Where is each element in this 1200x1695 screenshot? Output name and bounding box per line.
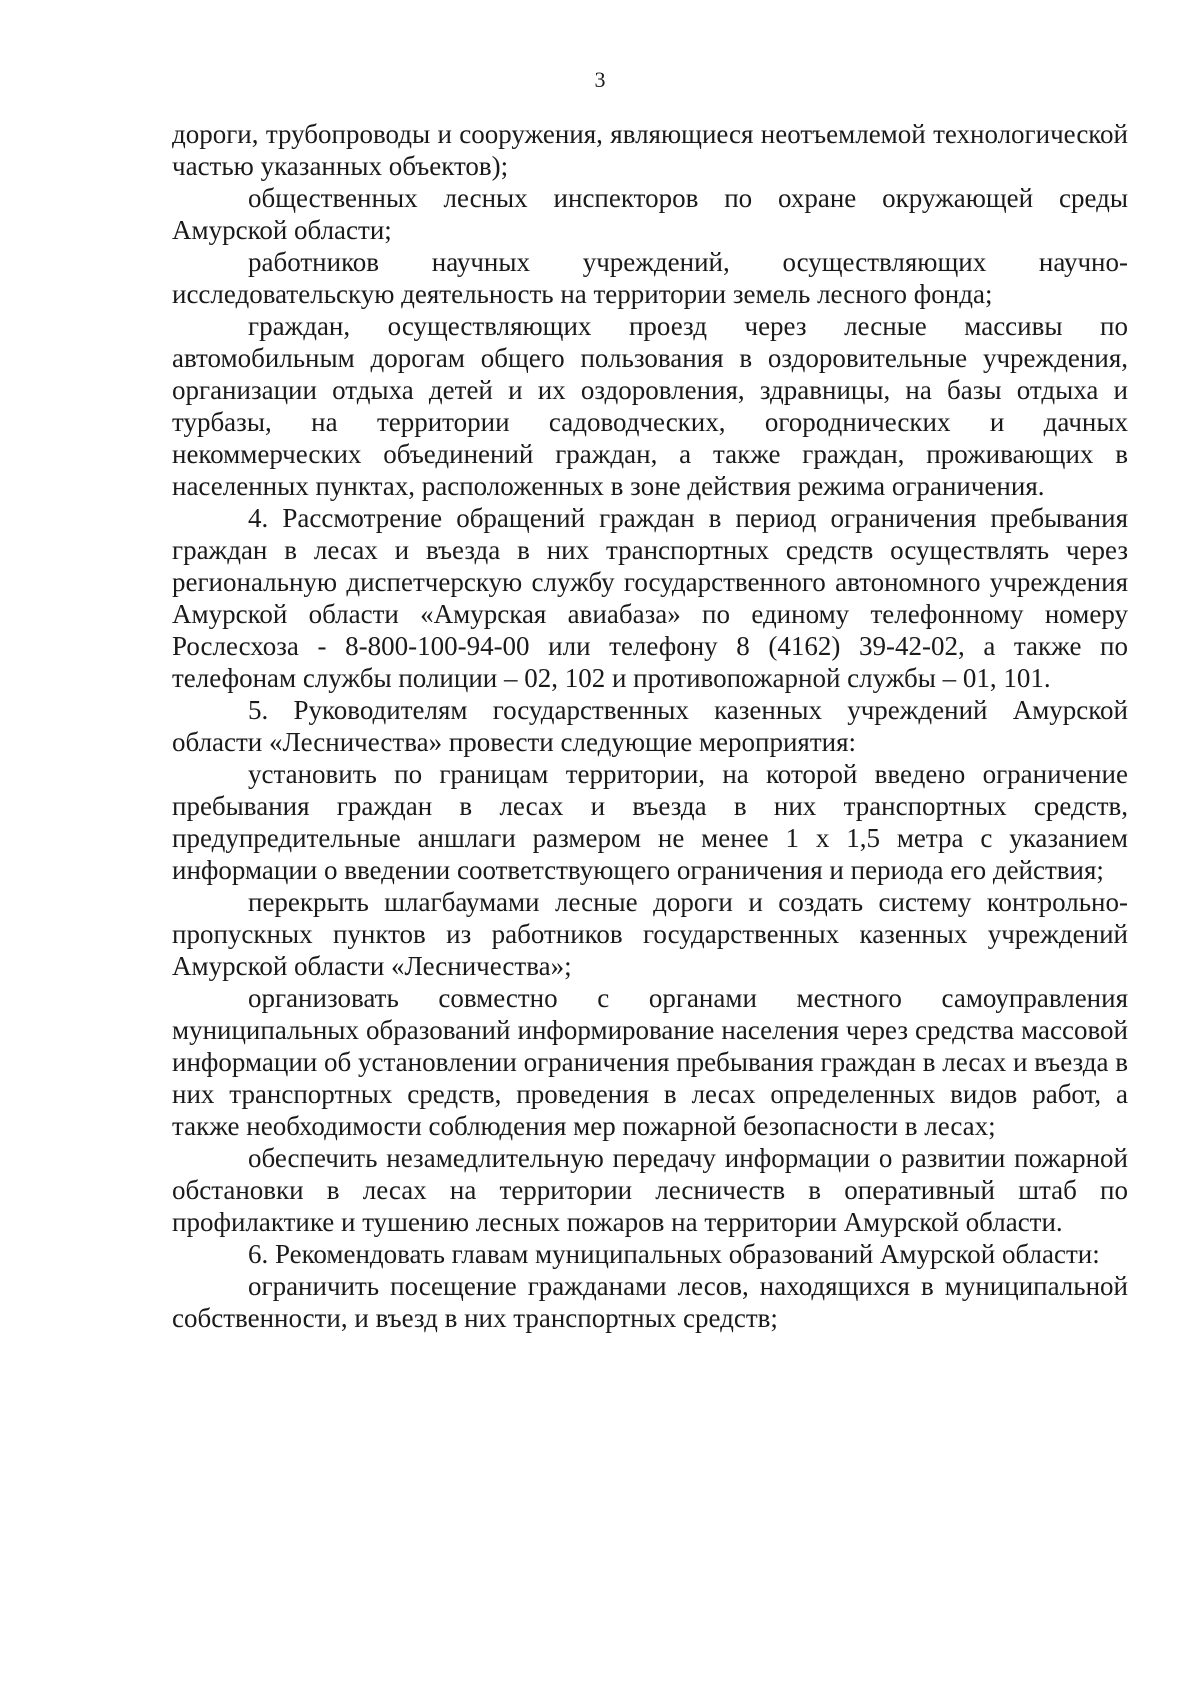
paragraph-restrict-visits: ограничить посещение гражданами лесов, находящихся в муниципальной собственности, и въезд в них транспортных средств; bbox=[172, 1271, 1128, 1333]
paragraph-item-4: 4. Рассмотрение обращений граждан в период ограничения пребывания граждан в лесах и въезда в них транспортных средств осуществлять через региональную диспетчерскую службу государственного автономного учреждения Амурской области «Амурская авиабаза» по единому телефонному номеру Рослесхоза - 8-800-100-94-00 или телефону 8 (4162) 39-42-02, а также по телефонам службы полиции – 02, 102 и противопожарной службы – 01, 101. bbox=[172, 503, 1128, 693]
paragraph-item-5: 5. Руководителям государственных казенных учреждений Амурской области «Лесничества» провести следующие мероприятия: bbox=[172, 695, 1128, 757]
document-body bbox=[172, 118, 1128, 1334]
paragraph-research-workers: работников научных учреждений, осуществляющих научно-исследовательскую деятельность на территории земель лесного фонда; bbox=[172, 247, 1128, 309]
paragraph-warning-signs: установить по границам территории, на которой введено ограничение пребывания граждан в лесах и въезда в них транспортных средств, предупредительные аншлаги размером не менее 1 х 1,5 метра с указанием информации о введении соответствующего ограничения и периода его действия; bbox=[172, 759, 1128, 885]
paragraph-citizens-transit: граждан, осуществляющих проезд через лесные массивы по автомобильным дорогам общего пользования в оздоровительные учреждения, организации отдыха детей и их оздоровления, здравницы, на базы отдыха и турбазы, на территории садоводческих, огороднических и дачных некоммерческих объединений граждан, а также граждан, проживающих в населенных пунктах, расположенных в зоне действия режима ограничения. bbox=[172, 311, 1128, 501]
paragraph-continuation: дороги, трубопроводы и сооружения, являющиеся неотъемлемой технологической частью указанных объектов); bbox=[172, 119, 1128, 181]
page-number: 3 bbox=[594, 67, 606, 92]
paragraph-barriers: перекрыть шлагбаумами лесные дороги и создать систему контрольно-пропускных пунктов из работников государственных казенных учреждений Амурской области «Лесничества»; bbox=[172, 887, 1128, 981]
paragraph-item-6: 6. Рекомендовать главам муниципальных образований Амурской области: bbox=[248, 1239, 1100, 1269]
paragraph-fire-reporting: обеспечить незамедлительную передачу информации о развитии пожарной обстановки в лесах на территории лесничеств в оперативный штаб по профилактике и тушению лесных пожаров на территории Амурской области. bbox=[172, 1143, 1128, 1237]
paragraph-public-information: организовать совместно с органами местного самоуправления муниципальных образований информирование населения через средства массовой информации об установлении ограничения пребывания граждан в лесах и въезда в них транспортных средств, проведения в лесах определенных видов работ, а также необходимости соблюдения мер пожарной безопасности в лесах; bbox=[172, 983, 1128, 1141]
paragraph-public-inspectors: общественных лесных инспекторов по охране окружающей среды Амурской области; bbox=[172, 183, 1128, 245]
